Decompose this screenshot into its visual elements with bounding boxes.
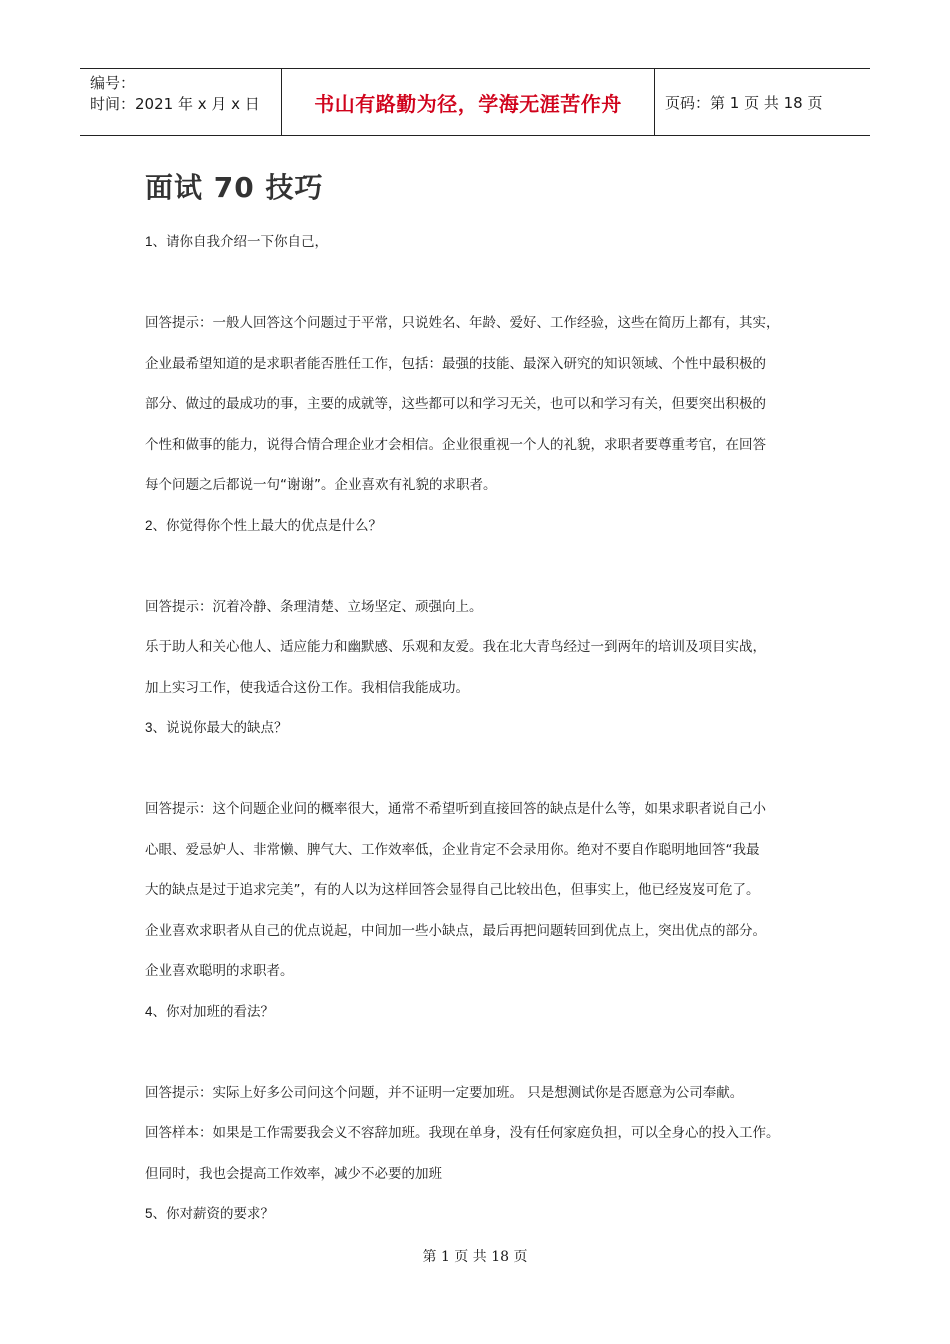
question-heading: 1、请你自我介绍一下你自己，: [145, 234, 329, 249]
answer-line: 回答提示：沉着冷静、条理清楚、立场坚定、顽强向上。: [145, 598, 483, 615]
question-heading: 5、你对薪资的要求？: [145, 1206, 275, 1221]
section-gap: [145, 1040, 835, 1081]
answer-line: 回答提示：实际上好多公司问这个问题，并不证明一定要加班。 只是想测试你是否愿意为公司奉献。: [145, 1084, 744, 1101]
header-table: [80, 68, 870, 136]
answer-line: 部分、做过的最成功的事，主要的成就等，这些都可以和学习无关，也可以和学习有关，但要突出积极的: [145, 396, 766, 412]
answer-line: 回答提示：一般人回答这个问题过于平常，只说姓名、年龄、爱好、工作经验，这些在简历上都有，其实，: [145, 315, 780, 331]
section-gap: [145, 271, 835, 312]
question-heading: 2、你觉得你个性上最大的优点是什么？: [145, 517, 383, 533]
document-number-label: 编号：: [90, 74, 136, 92]
answer-line: 加上实习工作，使我适合这份工作。我相信我能成功。: [145, 679, 469, 696]
document-body: [145, 230, 835, 1243]
section-gap: [145, 757, 835, 798]
answer-line: 回答提示：这个问题企业问的概率很大，通常不希望听到直接回答的缺点是什么等，如果求职者说自己小: [145, 801, 766, 817]
document-time-label: 时间：2021 年 x 月 x 日: [90, 95, 260, 113]
answer-line: 每个问题之后都说一句“谢谢”。企业喜欢有礼貌的求职者。: [145, 477, 497, 493]
answer-line: 但同时，我也会提高工作效率，减少不必要的加班: [145, 1165, 442, 1182]
header-motto: 书山有路勤为径，学海无涯苦作舟: [282, 69, 655, 135]
answer-line: 企业最希望知道的是求职者能否胜任工作，包括：最强的技能、最深入研究的知识领域、个性中最积极的: [145, 355, 766, 372]
answer-line: 回答样本：如果是工作需要我会义不容辞加班。我现在单身，没有任何家庭负担，可以全身心的投入工作。: [145, 1125, 780, 1141]
answer-line: 个性和做事的能力，说得合情合理企业才会相信。企业很重视一个人的礼貌，求职者要尊重考官，在回答: [145, 436, 766, 453]
page-title: 面试 70 技巧: [145, 171, 324, 204]
answer-line: 心眼、爱忌妒人、非常懒、脾气大、工作效率低，企业肯定不会录用你。绝对不要自作聪明地回答“我最: [145, 841, 760, 858]
header-meta-cell: [80, 69, 282, 135]
question-heading: 4、你对加班的看法？: [145, 1003, 275, 1019]
answer-line: 大的缺点是过于追求完美”，有的人以为这样回答会显得自己比较出色，但事实上，他已经岌岌可危了。: [145, 882, 760, 898]
answer-line: 企业喜欢求职者从自己的优点说起，中间加一些小缺点，最后再把问题转回到优点上，突出优点的部分。: [145, 922, 766, 939]
page-footer: 第 1 页 共 18 页: [422, 1249, 528, 1265]
question-heading: 3、说说你最大的缺点？: [145, 720, 288, 735]
section-gap: [145, 554, 835, 595]
header-page-label: 页码：第 1 页 共 18 页: [665, 93, 823, 112]
answer-line: 企业喜欢聪明的求职者。: [145, 963, 294, 979]
answer-line: 乐于助人和关心他人、适应能力和幽默感、乐观和友爱。我在北大青鸟经过一到两年的培训及项目实战，: [145, 639, 766, 655]
